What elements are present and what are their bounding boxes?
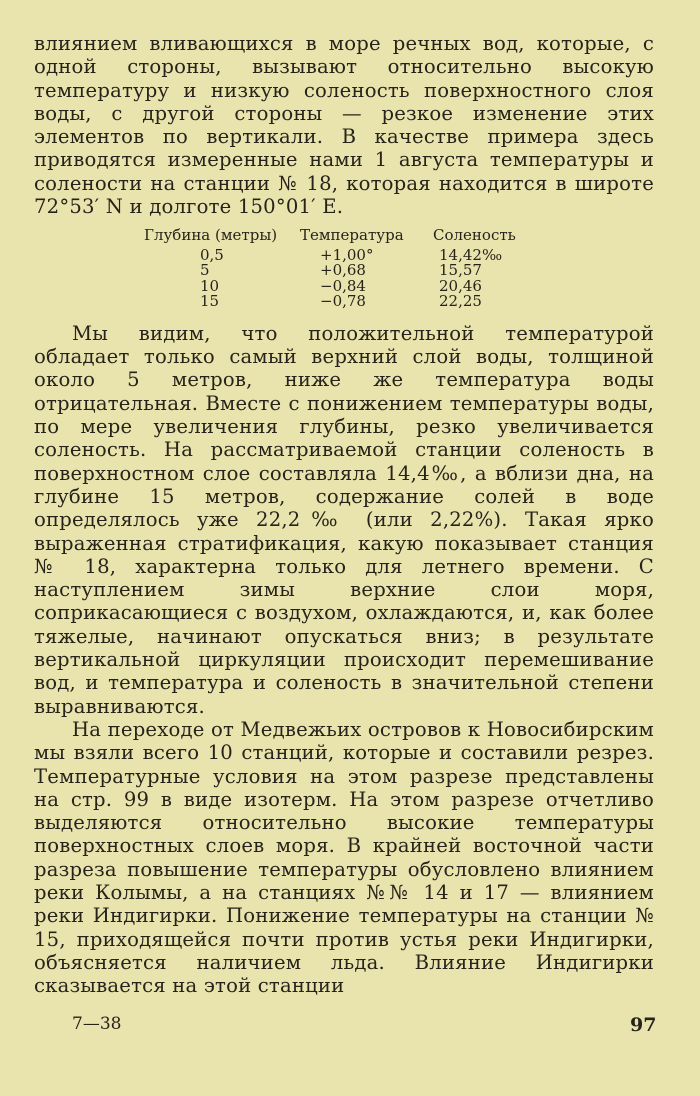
cell-depth: 5 <box>200 261 210 280</box>
cell-temperature: +0,68 <box>320 261 366 280</box>
cell-salinity: 20,46 <box>439 276 482 295</box>
page-text <box>34 32 654 997</box>
cell-temperature: −0,84 <box>320 276 366 295</box>
page-number: 97 <box>630 1014 657 1036</box>
paragraph-3: На переходе от Медвежьих островов к Новосибирским мы взяли всего 10 станций, которые и составили резрез. Температурные условия на этом разрезе представлены на стр. 99 в виде изотерм. На этом разрезе отчетливо выделяются относительно высокие температуры поверхностных слоев моря. В крайней восточной части разреза повышение температуры обусловлено влиянием реки Колымы, а на станциях №№ 14 и 17 — влиянием реки Индигирки. Понижение температуры на станции № 15, приходящейся почти против устья реки Индигирки, объясняется наличием льда. Влияние Индигирки сказывается на этой станции <box>34 717 654 998</box>
cell-temperature: −0,78 <box>320 292 366 311</box>
table-header-row <box>144 228 524 248</box>
header-depth: Глубина (метры) <box>144 226 278 245</box>
printer-signature: 7—38 <box>72 1014 122 1034</box>
paragraph-2: Мы видим, что положительной температурой обладает только самый верхний слой воды, толщиной около 5 метров, ниже же температура воды отрицательная. Вместе с понижением температуры воды, по мере увеличения глубины, резко увеличивается соленость. На рассматриваемой станции соленость в поверхностном слое составляла 14,4‰, а вблизи дна, на глубине 15 метров, содержание солей в воде определялось уже 22,2‰ (или 2,22%). Такая ярко выраженная стратификация, какую показывает станция № 18, характерна только для летнего времени. С наступлением зимы верхние слои моря, соприкасающиеся с воздухом, охлаждаются, и, как более тяжелые, начинают опускаться вниз; в результате вертикальной циркуляции происходит перемешивание вод, и температура и соленость в значительной степени выравниваются. <box>34 321 654 718</box>
paragraph-1: влиянием вливающихся в море речных вод, которые, с одной стороны, вызывают относительно высокую температуру и низкую соленость поверхностного слоя воды, с другой стороны — резкое изменение этих элементов по вертикали. В качестве примера здесь приводятся измеренные нами 1 августа температуры и солености на станции № 18, которая находится в широте 72°53′ N и долготе 150°01′ E. <box>34 32 654 219</box>
cell-depth: 15 <box>200 292 220 311</box>
cell-depth: 0,5 <box>200 245 224 264</box>
cell-salinity: 15,57 <box>439 261 482 280</box>
cell-temperature: +1,00° <box>320 245 374 264</box>
header-salinity: Соленость <box>433 226 516 245</box>
table-row <box>144 294 524 310</box>
cell-salinity: 22,25 <box>439 292 482 311</box>
cell-depth: 10 <box>200 276 220 295</box>
header-temperature: Температура <box>300 226 404 245</box>
cell-salinity: 14,42‰ <box>439 245 503 264</box>
measurements-table <box>144 228 524 310</box>
